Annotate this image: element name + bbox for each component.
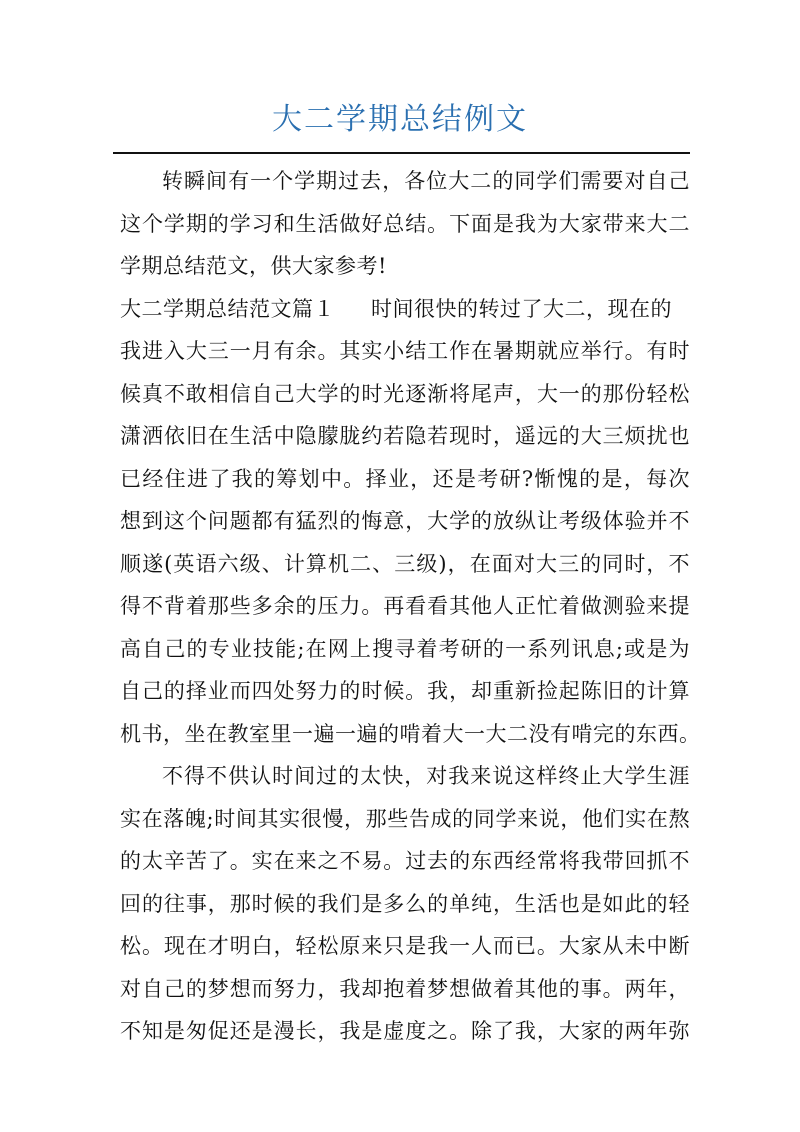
paragraph-line: 学期总结范文，供大家参考!: [120, 254, 387, 278]
paragraph-line: 转瞬间有一个学期过去，各位大二的同学们需要对自己: [162, 169, 690, 193]
paragraph-line: 候真不敢相信自己大学的时光逐渐将尾声，大一的那份轻松: [120, 381, 690, 406]
document-title: 大二学期总结例文: [272, 102, 528, 137]
paragraph-line: 顺遂(英语六级、计算机二、三级)，在面对大三的同时，不: [120, 551, 690, 576]
paragraph-line: 我进入大三一月有余。其实小结工作在暑期就应举行。有时: [120, 339, 690, 363]
title-rule: [113, 152, 690, 154]
paragraph-line: 不得不供认时间过的太快，对我来说这样终止大学生涯: [162, 764, 690, 788]
paragraph-line: 潇洒依旧在生活中隐朦胧约若隐若现时，遥远的大三烦扰也: [120, 424, 690, 448]
paragraph-line: 已经住进了我的筹划中。择业，还是考研?惭愧的是，每次: [120, 466, 690, 491]
paragraph-line: 的太辛苦了。实在来之不易。过去的东西经常将我带回抓不: [120, 849, 690, 873]
paragraph-line: 高自己的专业技能;在网上搜寻着考研的一系列讯息;或是为: [120, 636, 690, 661]
document-body: [120, 160, 701, 1053]
paragraph-line: 机书，坐在教室里一遍一遍的啃着大一大二没有啃完的东西。: [120, 721, 701, 746]
paragraph-line: 回的往事，那时候的我们是多么的单纯，生活也是如此的轻: [120, 891, 690, 916]
paragraph-line: 自己的择业而四处努力的时候。我，却重新捡起陈旧的计算: [120, 679, 690, 703]
paragraph-line: 想到这个问题都有猛烈的悔意，大学的放纵让考级体验并不: [120, 509, 690, 533]
paragraph-line: 松。现在才明白，轻松原来只是我一人而已。大家从未中断: [120, 934, 690, 958]
paragraph-text: 时间很快的转过了大二，现在的: [371, 296, 672, 321]
section-heading: 大二学期总结范文篇１: [120, 296, 335, 321]
paragraph-line: 不知是匆促还是漫长，我是虚度之。除了我，大家的两年弥: [120, 1019, 690, 1043]
paragraph-line-with-heading: [120, 288, 690, 331]
paragraph-line: 对自己的梦想而努力，我却抱着梦想做着其他的事。两年，: [120, 976, 690, 1001]
paragraph-line: 这个学期的学习和生活做好总结。下面是我为大家带来大二: [120, 211, 690, 236]
paragraph-line: 实在落魄;时间其实很慢，那些告成的同学来说，他们实在熬: [120, 806, 690, 831]
paragraph-line: 得不背着那些多余的压力。再看看其他人正忙着做测验来提: [120, 594, 690, 618]
